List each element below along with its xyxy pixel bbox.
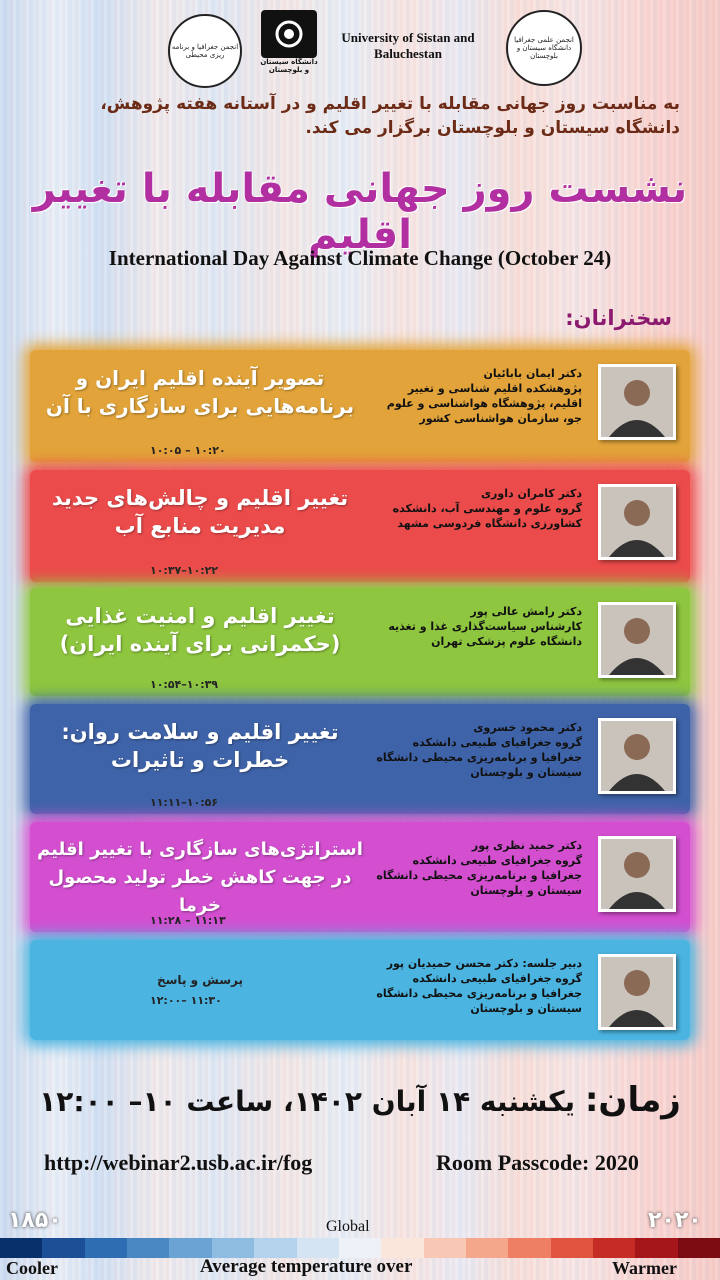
legend-swatch: [508, 1238, 550, 1258]
legend-swatch: [381, 1238, 423, 1258]
talk-title: تغییر اقلیم و چالش‌های جدید مدیریت منابع آب: [51, 486, 349, 538]
legend-swatch: [85, 1238, 127, 1258]
speaker-info: [372, 956, 582, 1016]
speaker-affiliation: گروه جغرافیای طبیعی دانشکده جغرافیا و برنامه‌ریزی محیطی دانشگاه سیستان و بلوچستان: [376, 972, 582, 1015]
legend-swatch: [678, 1238, 720, 1258]
event-date: یکشنبه ۱۴ آبان ۱۴۰۲، ساعت ۱۰– ۱۲:۰۰: [39, 1085, 576, 1118]
legend-warmer: Warmer: [612, 1258, 677, 1278]
legend-swatch: [169, 1238, 211, 1258]
geography-society-logo: [506, 10, 582, 86]
association-logo: [168, 14, 242, 88]
university-logo: [259, 10, 319, 82]
speaker-info: [372, 720, 582, 780]
talk-title: تغییر اقلیم و سلامت روان: خطرات و تاثیرات: [61, 720, 339, 772]
speaker-name: دکتر حمید نظری پور: [471, 839, 582, 852]
intro-text: به مناسبت روز جهانی مقابله با تغییر اقلیم و در آستانه هفته پژوهش، دانشگاه سیستان و بلوچستان برگزار می کند.: [100, 94, 680, 138]
session-band: [30, 704, 690, 814]
speaker-photo: [598, 718, 676, 794]
legend-swatch: [424, 1238, 466, 1258]
speaker-name: دکتر رامش عالی پور: [470, 605, 582, 618]
speaker-info: [372, 486, 582, 531]
legend-middle: Average temperature over: [200, 1256, 413, 1277]
time-label: زمان:: [584, 1080, 681, 1120]
temperature-legend: [0, 1238, 720, 1258]
talk-title: تغییر اقلیم و امنیت غذایی (حکمرانی برای آینده ایران): [59, 604, 341, 656]
legend-swatch: [466, 1238, 508, 1258]
talk-time: ۱۰:۲۰ – ۱۰:۰۵: [150, 444, 226, 457]
speaker-affiliation: گروه جغرافیای طبیعی دانشکده جغرافیا و برنامه‌ریزی محیطی دانشگاه سیستان و بلوچستان: [376, 736, 582, 779]
talk-time: ۱۰:۵۶–۱۱:۱۱: [150, 796, 219, 809]
speaker-photo: [598, 484, 676, 560]
legend-global: Global: [326, 1218, 370, 1235]
legend-swatch: [551, 1238, 593, 1258]
talk-title: پرسش و پاسخ: [156, 973, 243, 987]
university-emblem-icon: [261, 10, 317, 58]
talk-time: ۱۰:۳۹–۱۰:۵۴: [150, 678, 219, 691]
webinar-link[interactable]: http://webinar2.usb.ac.ir/fog: [44, 1150, 313, 1175]
speaker-name: دبیر جلسه: دکتر محسن حمیدیان پور: [386, 957, 582, 970]
speaker-name: دکتر کامران داوری: [480, 487, 582, 500]
speaker-name: دکتر ایمان بابائیان: [483, 367, 582, 380]
legend-swatch: [635, 1238, 677, 1258]
geography-society-logo-text: انجمن علمی جغرافیا دانشگاه سیستان و بلوچستان: [514, 36, 574, 60]
session-band: [30, 350, 690, 462]
speaker-affiliation: گروه جغرافیای طبیعی دانشکده جغرافیا و برنامه‌ریزی محیطی دانشگاه سیستان و بلوچستان: [376, 854, 582, 897]
legend-swatch: [254, 1238, 296, 1258]
legend-swatch: [0, 1238, 42, 1258]
page-title: نشست روز جهانی مقابله با تغییر اقلیم: [32, 166, 688, 258]
end-year: ۲۰۲۰: [648, 1208, 702, 1233]
speaker-affiliation: گروه علوم و مهندسی آب، دانشکده کشاورزی دانشگاه فردوسی مشهد: [392, 502, 582, 530]
speaker-photo: [598, 602, 676, 678]
legend-swatch: [339, 1238, 381, 1258]
speaker-photo: [598, 836, 676, 912]
session-band: [30, 822, 690, 932]
legend-swatch: [593, 1238, 635, 1258]
speakers-heading: سخنرانان:: [565, 306, 672, 330]
speaker-affiliation: پژوهشکده اقلیم شناسی و تغییر اقلیم، پژوهشگاه هواشناسی و علوم جو، سازمان هواشناسی کشور: [386, 382, 582, 425]
speaker-info: [372, 366, 582, 426]
talk-title: استراتژی‌های سازگاری با تغییر اقلیم در جهت کاهش خطر تولید محصول خرما: [37, 839, 363, 916]
university-logo-caption: دانشگاه سیستان و بلوچستان: [260, 58, 318, 74]
speaker-photo: [598, 954, 676, 1030]
legend-swatch: [42, 1238, 84, 1258]
event-time: [0, 1080, 720, 1120]
start-year: ۱۸۵۰: [8, 1208, 62, 1233]
legend-swatch: [127, 1238, 169, 1258]
legend-cooler: Cooler: [6, 1258, 58, 1278]
talk-time: ۱۱:۱۳ – ۱۱:۲۸: [150, 914, 226, 927]
talk-title: تصویر آینده اقلیم ایران و برنامه‌هایی برای سازگاری با آن: [45, 366, 355, 418]
talk-time: ۱۱:۳۰ –۱۲:۰۰: [150, 994, 222, 1007]
speaker-info: [372, 604, 582, 649]
speaker-affiliation: کارشناس سیاست‌گذاری غذا و تغذیه دانشگاه علوم پزشکی تهران: [388, 620, 582, 648]
university-name: University of Sistan and Baluchestan: [341, 30, 475, 61]
session-band: [30, 588, 690, 696]
session-band: [30, 940, 690, 1040]
speaker-name: دکتر محمود خسروی: [473, 721, 582, 734]
legend-swatch: [212, 1238, 254, 1258]
talk-time: ۱۰:۲۲–۱۰:۳۷: [150, 564, 219, 577]
session-band: [30, 470, 690, 582]
english-title: International Day Against Climate Change (October 24): [108, 246, 612, 270]
room-passcode: Room Passcode: 2020: [436, 1150, 639, 1175]
speaker-photo: [598, 364, 676, 440]
speaker-info: [372, 838, 582, 898]
association-logo-text: انجمن جغرافیا و برنامه ریزی محیطی: [171, 43, 239, 59]
legend-swatch: [297, 1238, 339, 1258]
